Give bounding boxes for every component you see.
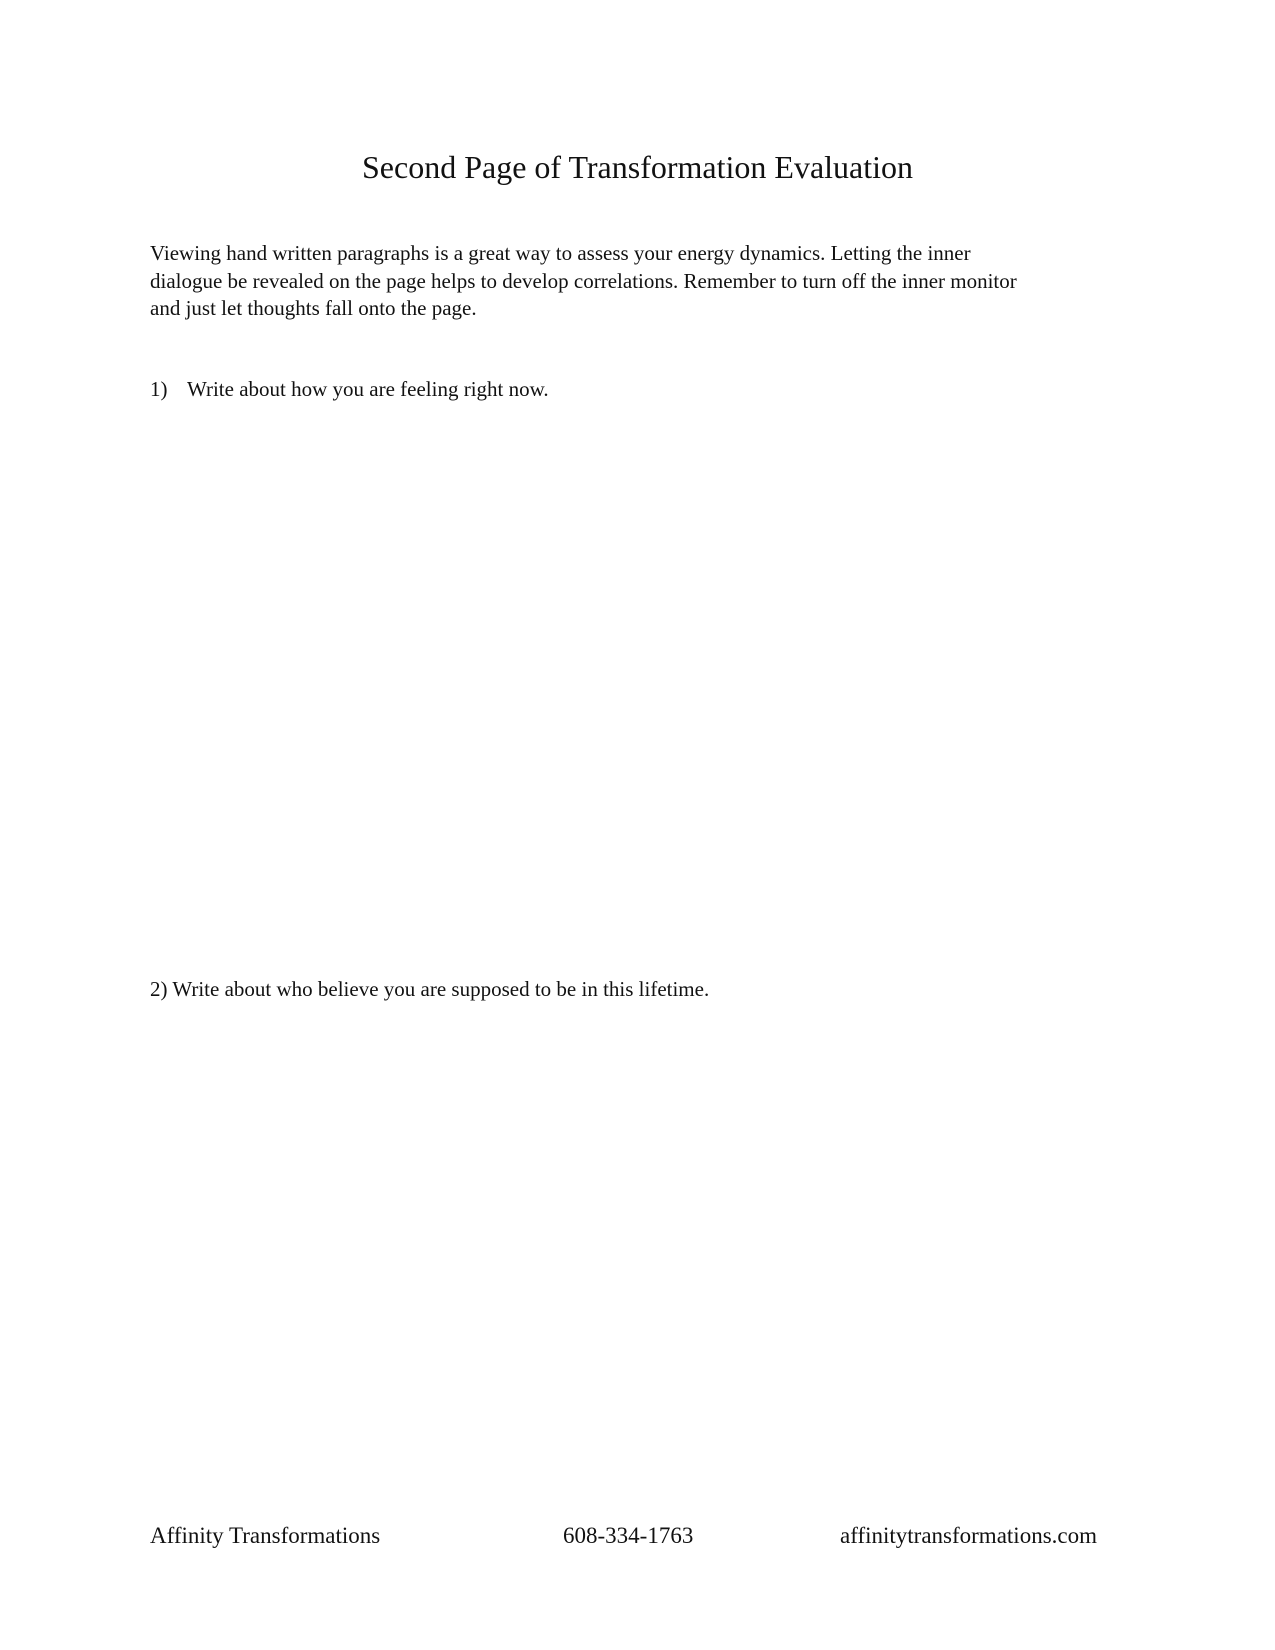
question-1-number: 1)	[150, 377, 168, 401]
intro-line: and just let thoughts fall onto the page.	[150, 296, 477, 320]
question-1	[150, 376, 549, 402]
answer-area-2[interactable]	[150, 1010, 1125, 1490]
footer-company-name: Affinity Transformations	[150, 1523, 381, 1548]
intro-line: dialogue be revealed on the page helps to develop correlations. Remember to turn off the inner monitor	[150, 268, 1017, 293]
page-title: Second Page of Transformation Evaluation	[361, 149, 914, 185]
intro-line: Viewing hand written paragraphs is a great way to assess your energy dynamics. Letting the inner	[150, 241, 971, 265]
question-2-text: 2) Write about who believe you are supposed to be in this lifetime.	[150, 977, 710, 1001]
question-2	[150, 976, 709, 1002]
intro-paragraph	[150, 240, 1110, 323]
footer-phone: 608-334-1763	[563, 1523, 694, 1548]
answer-area-1[interactable]	[150, 410, 1125, 960]
question-1-text: Write about how you are feeling right now.	[187, 377, 549, 401]
footer-website: affinitytransformations.com	[840, 1523, 1097, 1548]
